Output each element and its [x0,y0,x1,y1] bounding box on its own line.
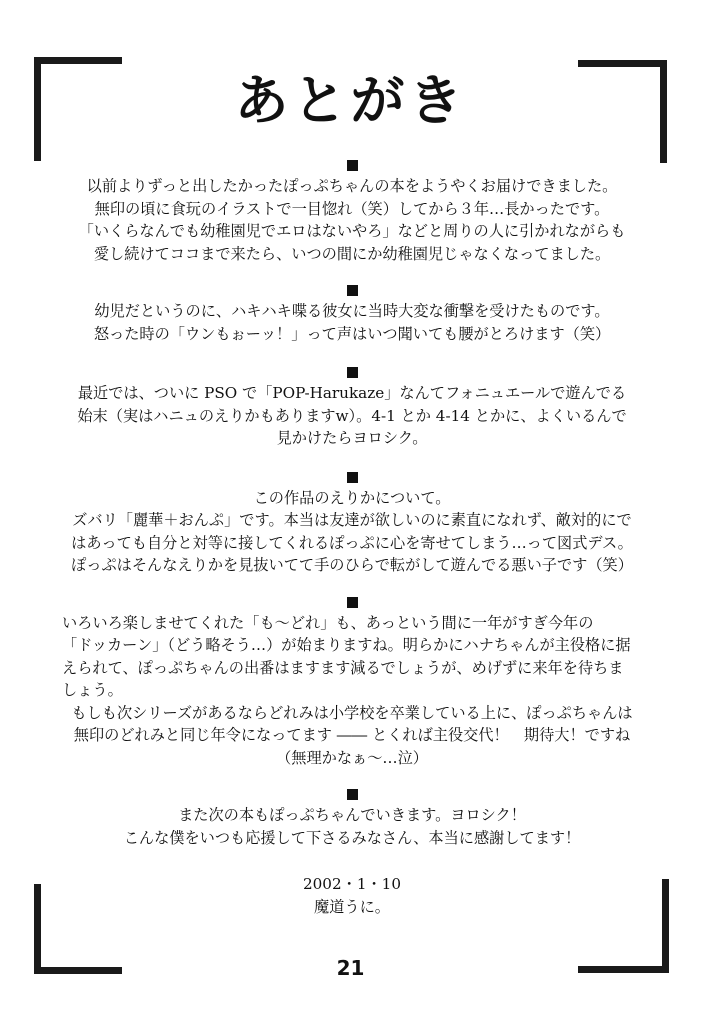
text-line: また次の本もぽっぷちゃんでいきます。ヨロシク！ [178,806,526,824]
text-line: もしも次シリーズがあるならどれみは小学校を卒業している上に、ぽっぷちゃんは [71,703,633,722]
text-line: 無印のどれみと同じ年令になってます ―― とくれば主役交代！ 期待大！ですね [73,726,631,744]
signature-block [62,873,642,918]
text-line: こんな僕をいつも応援して下さるみなさん、本当に感謝してます！ [123,828,581,847]
text-line: 「ドッカーン」（どう略そう…）が始まりますね。明らかにハナちゃんが主役格に据 [62,636,631,654]
section-3 [62,367,642,450]
section-marker [347,160,358,171]
author-name: 魔道うに。 [314,897,390,916]
page-title: あとがき [234,69,467,132]
section-marker [347,472,358,483]
section-marker [347,789,358,800]
text-line: 最近では、ついに PSO で「POP-Harukaze」なんてフォニュエールで遊んでる [77,384,627,402]
text-line: 愛し続けてココまで来たら、いつの間にか幼稚園児じゃなくなってました。 [93,244,611,263]
section-1 [62,160,642,265]
section-6 [62,789,642,849]
text-line: いろいろ楽しませてくれた「も〜どれ」も、あっという間に一年がすぎ今年の [62,613,594,632]
page-number: 21 [336,956,365,980]
text-line: ズバリ「麗華＋おんぷ」です。本当は友達が欲しいのに素直になれず、敵対的にで [72,511,632,529]
text-line: （無理かなぁ〜…泣） [276,748,428,767]
afterword-body [62,160,642,918]
text-line: 幼児だというのに、ハキハキ喋る彼女に当時大変な衝撃を受けたものです。 [94,302,610,320]
text-line: 以前よりずっと出したかったぽっぷちゃんの本をようやくお届けできました。 [86,177,618,195]
section-marker [347,285,358,296]
text-line: 怒った時の「ウンもぉーッ！」って声はいつ聞いても腰がとろけます（笑） [93,324,611,343]
text-line: 見かけたらヨロシク。 [276,429,428,447]
text-line: 「いくらなんでも幼稚園児でエロはないやろ」などと周りの人に引かれながらも [78,222,626,240]
section-4 [62,472,642,577]
text-line: 始末（実はハニュのえりかもありますw）。4-1 とか 4-14 とかに、よくいるんで [77,406,627,425]
text-line: ぽっぷはそんなえりかを見抜いてて手のひらで転がして遊んでる悪い子です（笑） [71,556,633,574]
text-line: えられて、ぽっぷちゃんの出番はますます減るでしょうが、めげずに来年を待ちま [62,658,624,677]
text-line: この作品のえりかについて。 [253,488,451,507]
section-2 [62,285,642,345]
section-5 [62,597,642,770]
text-line: しょう。 [62,681,123,699]
section-marker [347,367,358,378]
section-marker [347,597,358,608]
text-line: 無印の頃に食玩のイラストで一目惚れ（笑）してから３年…長かったです。 [94,199,610,218]
text-line: はあっても自分と対等に接してくれるぽっぷに心を寄せてしまう…って図式デス。 [71,533,633,552]
date: 2002・1・10 [302,875,401,893]
